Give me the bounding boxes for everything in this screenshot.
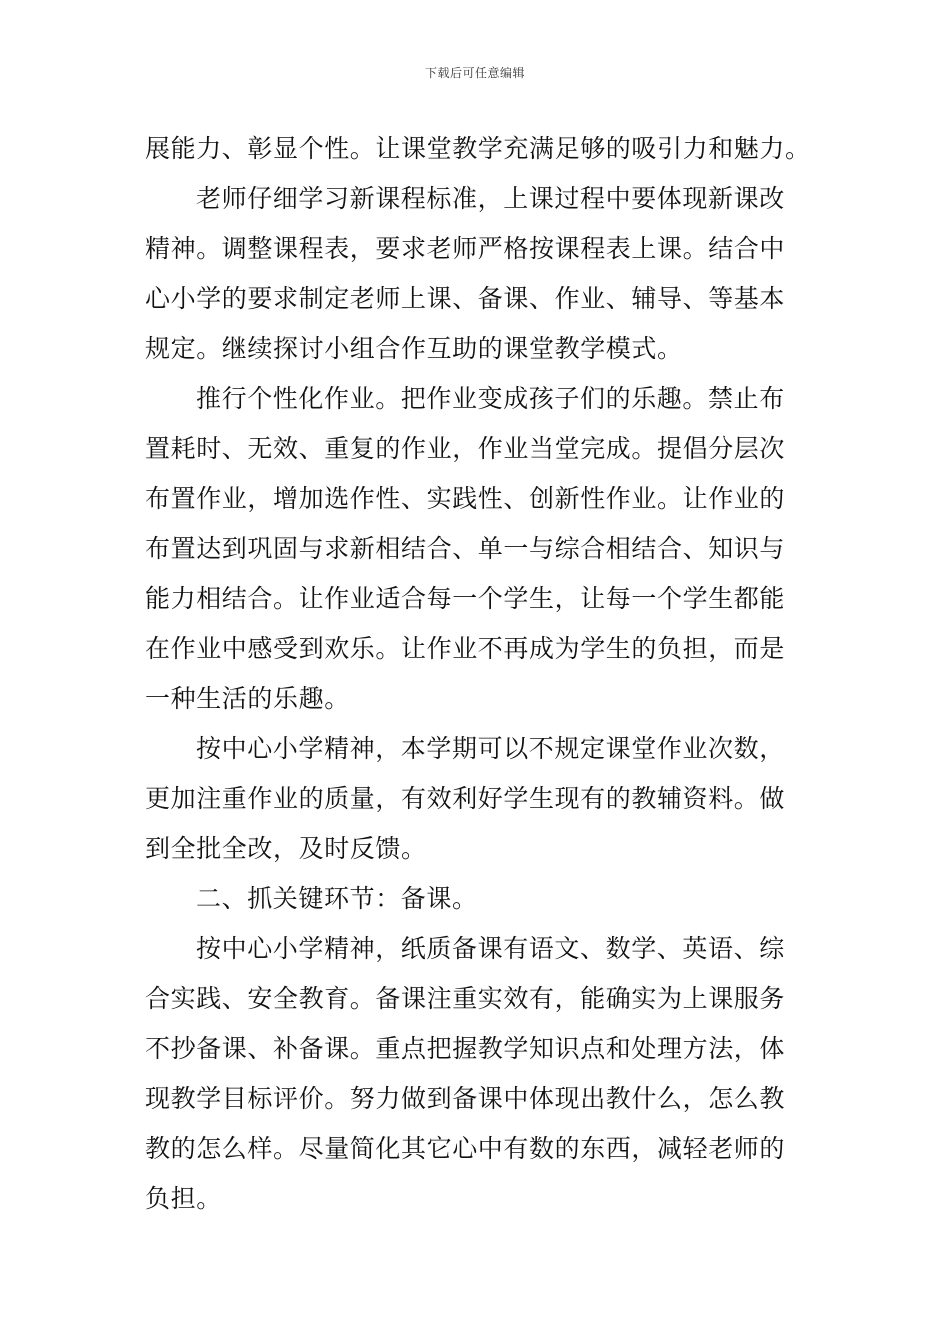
text-line: 心小学的要求制定老师上课、备课、作业、辅导、等基本 [145,284,786,313]
text-line: 更加注重作业的质量，有效利好学生现有的教辅资料。做 [145,784,786,813]
text-line: 能力相结合。让作业适合每一个学生，让每一个学生都能 [145,584,786,613]
text-line: 一种生活的乐趣。 [145,684,350,713]
text-line: 不抄备课、补备课。重点把握教学知识点和处理方法，体 [145,1034,786,1063]
text-line: 教的怎么样。尽量简化其它心中有数的东西，减轻老师的 [145,1134,786,1163]
text-line: 按中心小学精神，本学期可以不规定课堂作业次数， [196,734,785,763]
document-body [145,124,811,1224]
section-heading: 二、抓关键环节：备课。 [196,884,478,913]
text-line: 规定。继续探讨小组合作互助的课堂教学模式。 [145,334,683,363]
text-line: 在作业中感受到欢乐。让作业不再成为学生的负担，而是 [145,634,786,663]
text-line: 置耗时、无效、重复的作业，作业当堂完成。提倡分层次 [145,434,786,463]
text-line: 到全批全改，及时反馈。 [145,834,427,863]
text-line: 推行个性化作业。把作业变成孩子们的乐趣。禁止布 [196,384,785,413]
text-line: 合实践、安全教育。备课注重实效有，能确实为上课服务 [145,984,786,1013]
text-line: 展能力、彰显个性。让课堂教学充满足够的吸引力和魅力。 [145,134,811,163]
text-line: 布置作业，增加选作性、实践性、创新性作业。让作业的 [145,484,786,513]
text-line: 布置达到巩固与求新相结合、单一与综合相结合、知识与 [145,534,786,563]
text-line: 现教学目标评价。努力做到备课中体现出教什么，怎么教 [145,1084,786,1113]
page-header: 下载后可任意编辑 [424,66,525,80]
text-line: 负担。 [145,1184,222,1213]
text-line: 按中心小学精神，纸质备课有语文、数学、英语、综 [196,934,785,963]
text-line: 老师仔细学习新课程标准，上课过程中要体现新课改 [196,184,785,213]
text-line: 精神。调整课程表，要求老师严格按课程表上课。结合中 [145,234,786,263]
